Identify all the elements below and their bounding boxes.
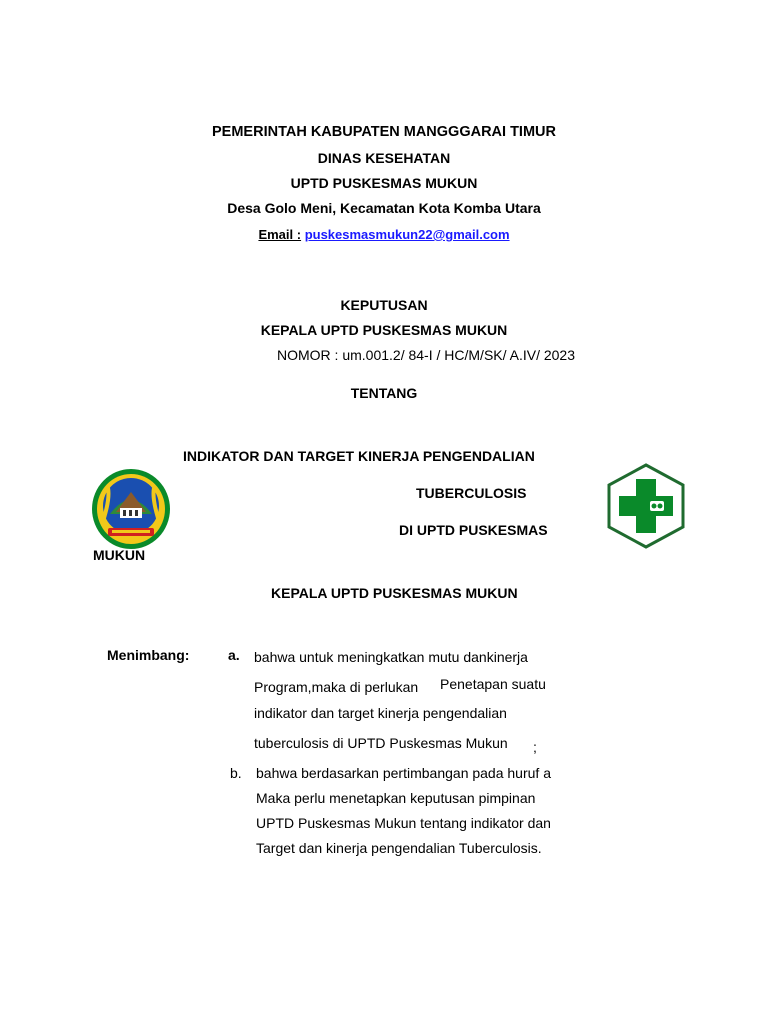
header-institution: UPTD PUSKESMAS MUKUN — [290, 175, 478, 191]
email-link[interactable]: puskesmasmukun22@gmail.com — [304, 227, 510, 242]
subject-line-2: TUBERCULOSIS — [416, 485, 527, 501]
considering-b-line-3: UPTD Puskesmas Mukun tentang indikator dan — [256, 815, 551, 831]
issuer-title: KEPALA UPTD PUSKESMAS MUKUN — [271, 585, 518, 601]
subject-line-4: MUKUN — [93, 547, 146, 563]
considering-a-marker: a. — [228, 647, 240, 663]
considering-b-line-4: Target dan kinerja pengendalian Tuberculosis. — [256, 840, 542, 856]
header-government: PEMERINTAH KABUPATEN MANGGGARAI TIMUR — [212, 124, 556, 140]
considering-a-line-3: indikator dan target kinerja pengendalian — [254, 705, 507, 721]
email-label: Email : — [258, 227, 302, 242]
puskesmas-cross-logo — [606, 463, 686, 549]
considering-a-line-4: tuberculosis di UPTD Puskesmas Mukun — [254, 735, 508, 751]
considering-b-line-1: bahwa berdasarkan pertimbangan pada huruf a — [256, 765, 551, 781]
decision-about: TENTANG — [350, 385, 418, 401]
decision-number: NOMOR : um.001.2/ 84-I / HC/M/SK/ A.IV/ 2023 — [277, 347, 575, 363]
considering-a-line-2b: Penetapan suatu — [440, 676, 546, 692]
header-email-line — [0, 226, 768, 243]
regency-emblem-logo — [90, 468, 172, 550]
header-agency: DINAS KESEHATAN — [317, 150, 451, 166]
subject-line-3: DI UPTD PUSKESMAS — [399, 522, 548, 538]
considering-label: Menimbang: — [107, 647, 190, 663]
considering-a-line-1: bahwa untuk meningkatkan mutu dankinerja — [254, 649, 528, 665]
subject-line-1: INDIKATOR DAN TARGET KINERJA PENGENDALIAN — [183, 448, 535, 464]
considering-b-marker: b. — [230, 765, 242, 781]
header-address: Desa Golo Meni, Kecamatan Kota Komba Utara — [227, 200, 541, 216]
considering-a-line-2: Program,maka di perlukan — [254, 679, 419, 695]
considering-a-semicolon: ; — [533, 739, 537, 755]
decision-subtitle: KEPALA UPTD PUSKESMAS MUKUN — [260, 322, 508, 338]
considering-b-line-2: Maka perlu menetapkan keputusan pimpinan — [256, 790, 536, 806]
decision-title: KEPUTUSAN — [340, 297, 428, 313]
